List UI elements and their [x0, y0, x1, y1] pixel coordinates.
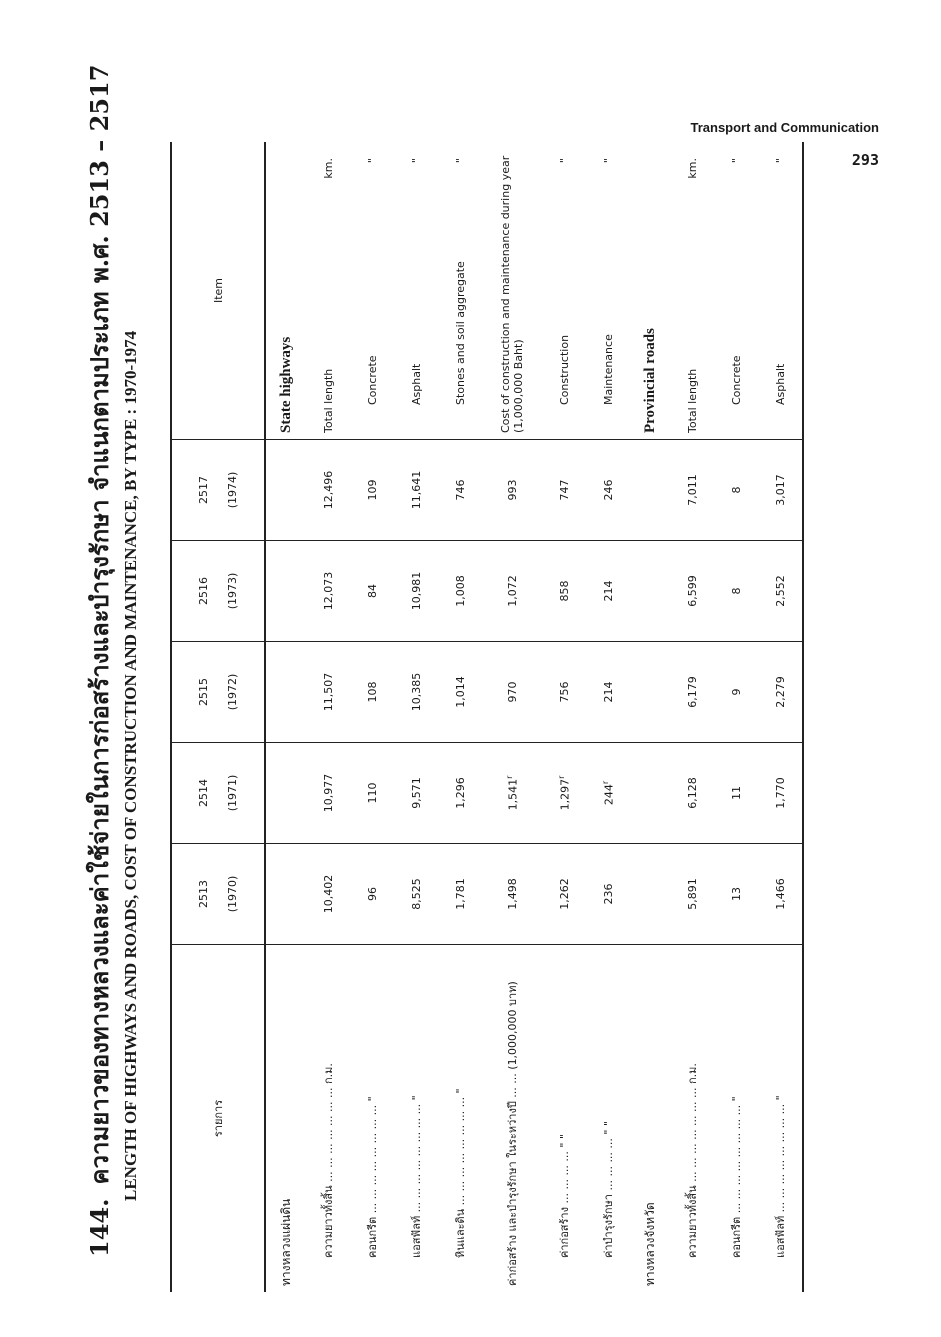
cell-value: 746: [438, 440, 482, 541]
row-label-english: State highways: [277, 336, 294, 433]
cell-value: [265, 541, 306, 642]
title-thai: ความยาวของทางหลวงและค่าใช้จ่ายในการก่อสร้างและบำรุงรักษา จำแนกตามประเภท พ.ศ. 2513 – 2517: [85, 64, 114, 1185]
cell-value: [630, 541, 670, 642]
header-year-2516: 2516 (1973): [171, 541, 265, 642]
row-label-english: Cost of construction and maintenance during year (1,000,000 Baht): [499, 155, 525, 433]
row-label-thai: ความยาวทั้งสิ้น ... ... ... ... ... ... ... ก.ม.: [670, 945, 714, 1293]
header-year-2513: 2513 (1970): [171, 844, 265, 945]
cell-value: [265, 743, 306, 844]
cell-value: 96: [350, 844, 394, 945]
cell-value: 6,128: [670, 743, 714, 844]
cell-value: 214: [586, 642, 630, 743]
row-label-english: Total length km.: [321, 158, 335, 433]
table-row: [670, 142, 714, 1292]
cell-value: [265, 440, 306, 541]
cell-value: 2,552: [758, 541, 803, 642]
cell-value: 970: [482, 642, 542, 743]
cell-value: 11,507: [306, 642, 350, 743]
row-label-thai: คอนกรีต ... ... ... ... ... ... ... ... ": [350, 945, 394, 1293]
cell-value: 1,770: [758, 743, 803, 844]
unit-label: km.: [321, 158, 335, 179]
cell-value: 993: [482, 440, 542, 541]
header-year-2515: 2515 (1972): [171, 642, 265, 743]
cell-value: 1,014: [438, 642, 482, 743]
cell-value: 1,781: [438, 844, 482, 945]
table-row: [758, 142, 803, 1292]
cell-value: 8,525: [394, 844, 438, 945]
table-header-row: [171, 142, 265, 1292]
cell-value: [630, 642, 670, 743]
table-row: [438, 142, 482, 1292]
cell-value: 10,402: [306, 844, 350, 945]
cell-value: 1,498: [482, 844, 542, 945]
section-name: Transport and Communication: [690, 120, 879, 135]
cell-value: 1,262: [542, 844, 586, 945]
cell-value: 244$^r$: [586, 743, 630, 844]
unit-label: ": [729, 158, 743, 164]
cell-value: 1,072: [482, 541, 542, 642]
row-label-thai: หินและดิน ... ... ... ... ... ... ... ... ": [438, 945, 482, 1293]
cell-value: 2,279: [758, 642, 803, 743]
table-row: [586, 142, 630, 1292]
revised-mark: r: [600, 780, 610, 785]
cell-value: 10,385: [394, 642, 438, 743]
cell-value: [630, 743, 670, 844]
row-label-english: Total length km.: [685, 158, 699, 433]
cell-value: 5,891: [670, 844, 714, 945]
page-number: 293: [851, 151, 879, 169]
cell-value: 1,466: [758, 844, 803, 945]
table-row: [482, 142, 542, 1292]
header-year-2517: 2517 (1974): [171, 440, 265, 541]
cell-value: [630, 844, 670, 945]
table-number: 144.: [85, 1198, 114, 1257]
unit-label: ": [409, 158, 423, 164]
row-label-thai: คอนกรีต ... ... ... ... ... ... ... ... ": [714, 945, 758, 1293]
cell-value: 236: [586, 844, 630, 945]
table-row: [350, 142, 394, 1292]
cell-value: [630, 440, 670, 541]
row-label-english: Concrete ": [365, 158, 379, 405]
cell-value: 12,073: [306, 541, 350, 642]
cell-value: 1,296: [438, 743, 482, 844]
unit-label: ": [453, 158, 467, 164]
row-label-thai: แอสฟัลท์ ... ... ... ... ... ... ... ... ": [758, 945, 803, 1293]
table-row: [306, 142, 350, 1292]
cell-value: [265, 844, 306, 945]
cell-value: 246: [586, 440, 630, 541]
table-row: [714, 142, 758, 1292]
unit-label: ": [773, 158, 787, 164]
revised-mark: r: [556, 775, 566, 779]
cell-value: 12,496: [306, 440, 350, 541]
cell-value: 7,011: [670, 440, 714, 541]
row-label-english: Stones and soil aggregate ": [453, 158, 467, 405]
title-thai-line: [80, 65, 119, 1257]
cell-value: 214: [586, 541, 630, 642]
header-item-thai: รายการ: [171, 945, 265, 1293]
table-titles: [80, 65, 141, 1257]
cell-value: 10,981: [394, 541, 438, 642]
cell-value: 3,017: [758, 440, 803, 541]
unit-label: ": [365, 158, 379, 164]
header-item-english: Item: [171, 142, 265, 440]
cell-value: [265, 642, 306, 743]
revised-mark: r: [504, 775, 514, 779]
table-row: [542, 142, 586, 1292]
cell-value: 1,541$^r$: [482, 743, 542, 844]
cell-value: 747: [542, 440, 586, 541]
cell-value: 13: [714, 844, 758, 945]
row-label-thai: ค่าก่อสร้าง ... ... ... ... " ": [542, 945, 586, 1293]
cell-value: 756: [542, 642, 586, 743]
row-label-thai: ค่าบำรุงรักษา ... ... ... ... " ": [586, 945, 630, 1293]
cell-value: 1,008: [438, 541, 482, 642]
row-label-thai: ทางหลวงแผ่นดิน: [265, 945, 306, 1293]
unit-label: ": [601, 158, 615, 164]
unit-label: ": [557, 158, 571, 164]
cell-value: 11: [714, 743, 758, 844]
title-english: LENGTH OF HIGHWAYS AND ROADS, COST OF CONSTRUCTION AND MAINTENANCE, BY TYPE : 1970-1974: [121, 330, 140, 1201]
row-label-english: Provincial roads: [641, 328, 658, 433]
cell-value: 6,599: [670, 541, 714, 642]
row-label-english: Concrete ": [729, 158, 743, 405]
statistics-table: [170, 142, 804, 1292]
cell-value: 9,571: [394, 743, 438, 844]
cell-value: 110: [350, 743, 394, 844]
row-label-english: Construction ": [557, 158, 571, 405]
cell-value: 8: [714, 440, 758, 541]
cell-value: 1,297$^r$: [542, 743, 586, 844]
row-label-english: Asphalt ": [409, 158, 423, 405]
row-label-english: Maintenance ": [601, 158, 615, 405]
unit-label: km.: [685, 158, 699, 179]
row-label-thai: แอสฟัลท์ ... ... ... ... ... ... ... ... ": [394, 945, 438, 1293]
row-label-thai: ความยาวทั้งสิ้น ... ... ... ... ... ... ... ก.ม.: [306, 945, 350, 1293]
row-label-english: Asphalt ": [758, 142, 803, 440]
cell-value: 10,977: [306, 743, 350, 844]
cell-value: 6,179: [670, 642, 714, 743]
table-row: [265, 142, 306, 1292]
table-row: [394, 142, 438, 1292]
cell-value: 108: [350, 642, 394, 743]
cell-value: 9: [714, 642, 758, 743]
row-label-thai: ทางหลวงจังหวัด: [630, 945, 670, 1293]
row-label-thai: ค่าก่อสร้าง และบำรุงรักษา ในระหว่างปี ... ... (1,000,000 บาท): [482, 945, 542, 1293]
cell-value: 84: [350, 541, 394, 642]
cell-value: 109: [350, 440, 394, 541]
header-year-2514: 2514 (1971): [171, 743, 265, 844]
cell-value: 858: [542, 541, 586, 642]
cell-value: 8: [714, 541, 758, 642]
cell-value: 11,641: [394, 440, 438, 541]
table-row: [630, 142, 670, 1292]
